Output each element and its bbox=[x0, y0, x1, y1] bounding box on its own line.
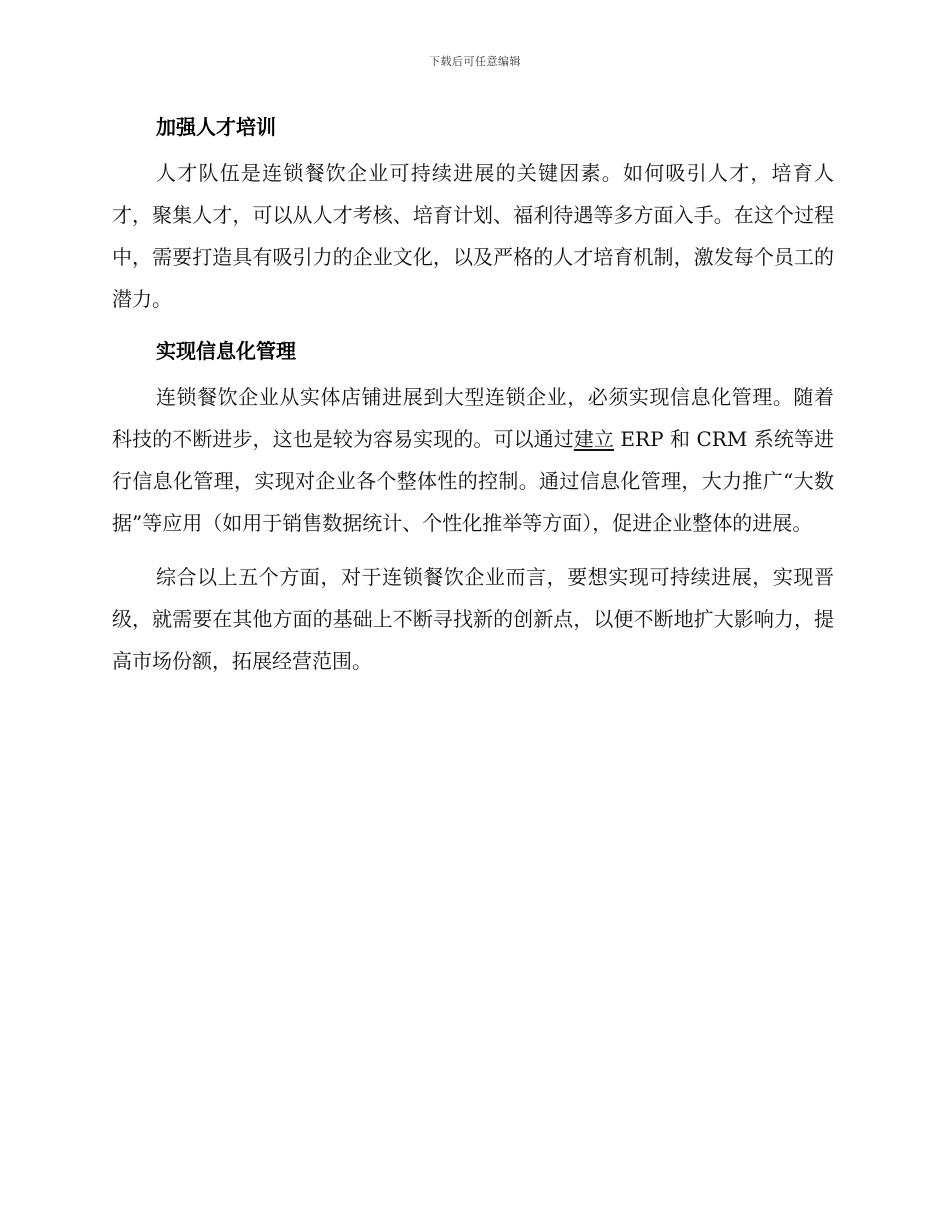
paragraph-text-part2: ERP 和 CRM 系统等进行信息化管理，实现对企业各个整体性的控制。通过信息化管理，大力推广“大数据”等应用（如用于销售数据统计、个性化推举等方面），促进企业整体的进展。 bbox=[112, 427, 835, 535]
section-heading-information-management: 实现信息化管理 bbox=[156, 339, 296, 363]
section-paragraph-talent-training: 人才队伍是连锁餐饮企业可持续进展的关键因素。如何吸引人才，培育人才，聚集人才，可以从人才考核、培育计划、福利待遇等多方面入手。在这个过程中，需要打造具有吸引力的企业文化，以及严格的人才培育机制，激发每个员工的潜力。 bbox=[112, 161, 834, 311]
section-paragraph-information-management bbox=[112, 376, 834, 544]
underlined-text: 建立 bbox=[573, 427, 614, 451]
page-header: 下载后可任意编辑 bbox=[429, 55, 521, 68]
paragraph-text-part1: 连锁餐饮企业从实体店铺进展到大型连锁企业，必须实现信息化管理。随着科技的不断进步，这也是较为容易实现的。可以通过 bbox=[112, 385, 834, 451]
conclusion-paragraph: 综合以上五个方面，对于连锁餐饮企业而言，要想实现可持续进展，实现晋级，就需要在其他方面的基础上不断寻找新的创新点，以便不断地扩大影响力，提高市场份额，拓展经营范围。 bbox=[112, 565, 834, 673]
section-heading-talent-training: 加强人才培训 bbox=[156, 115, 276, 139]
document-body bbox=[112, 110, 834, 682]
